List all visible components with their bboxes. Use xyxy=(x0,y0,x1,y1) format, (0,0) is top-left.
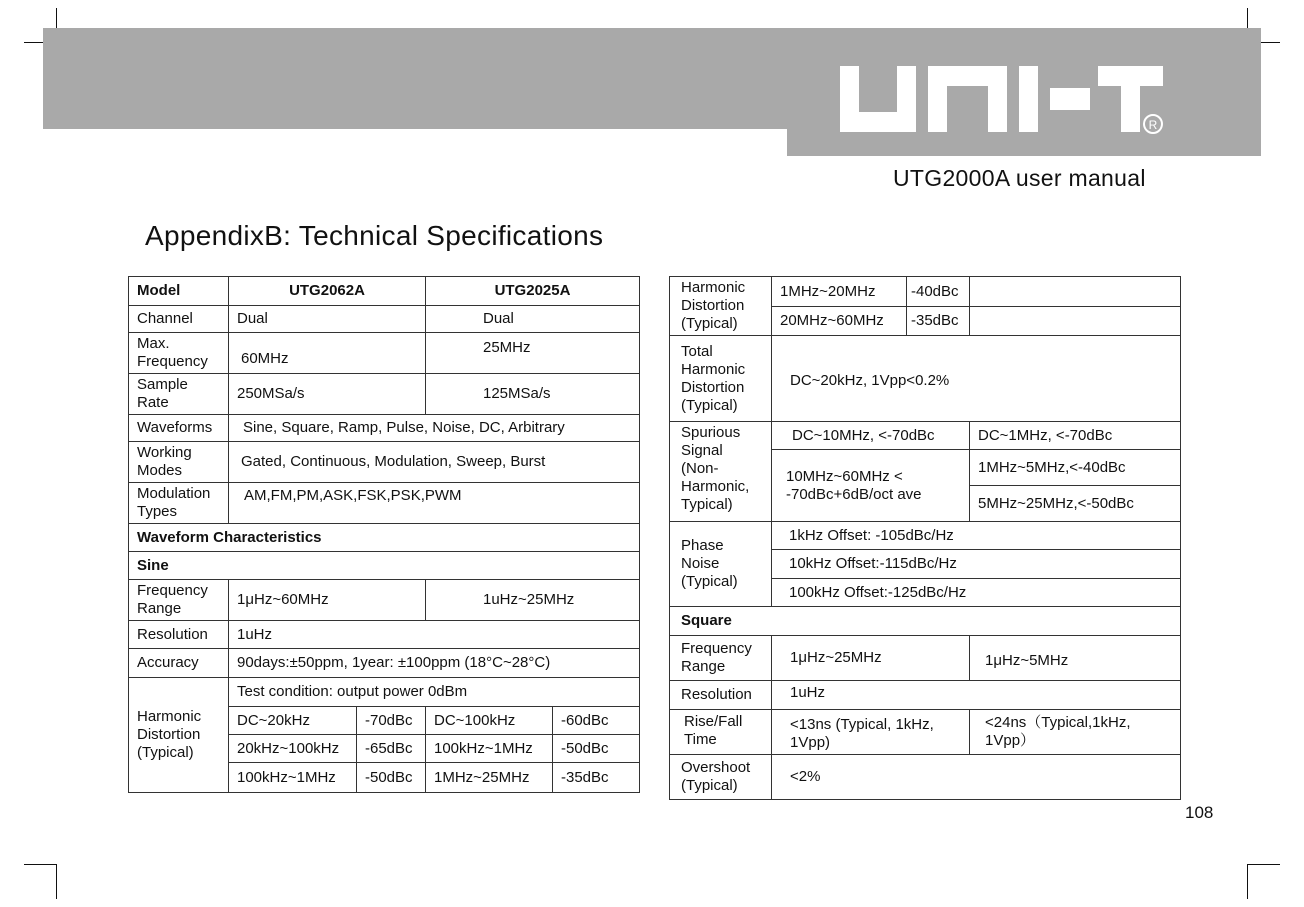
crop-mark-br-h xyxy=(1247,864,1280,865)
harmonic-range: 20MHz~60MHz xyxy=(772,307,907,336)
resolution-value: 1uHz xyxy=(229,621,640,649)
model-label: Model xyxy=(129,277,229,306)
harmonic-label: Harmonic Distortion (Typical) xyxy=(129,678,229,793)
harmonic-value-a: -70dBc xyxy=(357,707,426,735)
test-condition: Test condition: output power 0dBm xyxy=(229,678,640,707)
spurious-label: Spurious Signal (Non-Harmonic, Typical) xyxy=(670,422,772,522)
registered-mark: R xyxy=(1148,118,1158,132)
sq-freqrange-label: Frequency Range xyxy=(670,636,772,681)
uni-t-logo xyxy=(835,52,1195,142)
harmonic-range-b: 1MHz~25MHz xyxy=(426,763,553,793)
risefall-b: <24ns（Typical,1kHz, 1Vpp） xyxy=(970,710,1181,755)
risefall-a: <13ns (Typical, 1kHz, 1Vpp) xyxy=(772,710,970,755)
channel-label: Channel xyxy=(129,306,229,333)
spurious-b2: 1MHz~5MHz,<-40dBc xyxy=(970,450,1181,486)
model-b: UTG2025A xyxy=(426,277,640,306)
freqrange-a: 1μHz~60MHz xyxy=(229,580,426,621)
risefall-label: Rise/Fall Time xyxy=(670,710,772,755)
harmonic-value-b: -35dBc xyxy=(553,763,640,793)
spurious-b1: DC~1MHz, <-70dBc xyxy=(970,422,1181,450)
waveforms-value: Sine, Square, Ramp, Pulse, Noise, DC, Arbitrary xyxy=(229,415,640,442)
modtypes-label: Modulation Types xyxy=(129,483,229,524)
crop-mark-bl-v xyxy=(56,864,57,899)
crop-mark-br-v xyxy=(1247,864,1248,899)
harmonic-range-a: 100kHz~1MHz xyxy=(229,763,357,793)
harmonic-range: 1MHz~20MHz xyxy=(772,277,907,307)
phase-row: 1kHz Offset: -105dBc/Hz xyxy=(772,522,1181,550)
model-a: UTG2062A xyxy=(229,277,426,306)
sq-freqrange-b: 1μHz~5MHz xyxy=(970,636,1181,681)
square-heading: Square xyxy=(670,607,1181,636)
harmonic-range-a: 20kHz~100kHz xyxy=(229,735,357,763)
channel-b: Dual xyxy=(426,306,640,333)
overshoot-label: Overshoot (Typical) xyxy=(670,755,772,800)
overshoot-value: <2% xyxy=(772,755,1181,800)
harmonic-value-b: -50dBc xyxy=(553,735,640,763)
sample-a: 250MSa/s xyxy=(229,374,426,415)
thd-label: Total Harmonic Distortion (Typical) xyxy=(670,336,772,422)
sq-resolution-value: 1uHz xyxy=(772,681,1181,710)
resolution-label: Resolution xyxy=(129,621,229,649)
waveform-characteristics-heading: Waveform Characteristics xyxy=(129,524,640,552)
accuracy-value: 90days:±50ppm, 1year: ±100ppm (18°C~28°C) xyxy=(229,649,640,678)
spurious-b3: 5MHz~25MHz,<-50dBc xyxy=(970,486,1181,522)
manual-subtitle: UTG2000A user manual xyxy=(893,165,1146,191)
crop-mark-bl-h xyxy=(24,864,57,865)
phase-row: 10kHz Offset:-115dBc/Hz xyxy=(772,550,1181,579)
harmonic-range-b: 100kHz~1MHz xyxy=(426,735,553,763)
harmonic-range-a: DC~20kHz xyxy=(229,707,357,735)
harmonic-value-a: -65dBc xyxy=(357,735,426,763)
harmonic-value-a: -50dBc xyxy=(357,763,426,793)
sample-b: 125MSa/s xyxy=(426,374,640,415)
sq-resolution-label: Resolution xyxy=(670,681,772,710)
phase-label: Phase Noise (Typical) xyxy=(670,522,772,607)
sample-label: Sample Rate xyxy=(129,374,229,415)
freqrange-b: 1uHz~25MHz xyxy=(426,580,640,621)
harmonic-value-b: -60dBc xyxy=(553,707,640,735)
working-label: Working Modes xyxy=(129,442,229,483)
working-value: Gated, Continuous, Modulation, Sweep, Burst xyxy=(229,442,640,483)
spurious-a1: DC~10MHz, <-70dBc xyxy=(772,422,970,450)
maxfreq-a: 60MHz xyxy=(229,333,426,374)
maxfreq-label: Max. Frequency xyxy=(129,333,229,374)
phase-row: 100kHz Offset:-125dBc/Hz xyxy=(772,579,1181,607)
sq-freqrange-a: 1μHz~25MHz xyxy=(772,636,970,681)
channel-a: Dual xyxy=(229,306,426,333)
spurious-a2: 10MHz~60MHz < -70dBc+6dB/oct ave xyxy=(772,450,970,522)
harmonic-value: -35dBc xyxy=(907,307,970,336)
waveforms-label: Waveforms xyxy=(129,415,229,442)
harmonic-range-b: DC~100kHz xyxy=(426,707,553,735)
harmonic-label: Harmonic Distortion (Typical) xyxy=(670,277,772,336)
spec-table-left xyxy=(128,276,640,793)
page-number: 108 xyxy=(1185,803,1214,822)
freqrange-label: Frequency Range xyxy=(129,580,229,621)
harmonic-empty xyxy=(970,307,1181,336)
harmonic-empty xyxy=(970,277,1181,307)
page-title: AppendixB: Technical Specifications xyxy=(145,220,604,251)
maxfreq-b: 25MHz xyxy=(426,333,640,374)
accuracy-label: Accuracy xyxy=(129,649,229,678)
modtypes-value: AM,FM,PM,ASK,FSK,PSK,PWM xyxy=(229,483,640,524)
thd-value: DC~20kHz, 1Vpp<0.2% xyxy=(772,336,1181,422)
spec-table-right xyxy=(669,276,1181,800)
harmonic-value: -40dBc xyxy=(907,277,970,307)
sine-heading: Sine xyxy=(129,552,640,580)
